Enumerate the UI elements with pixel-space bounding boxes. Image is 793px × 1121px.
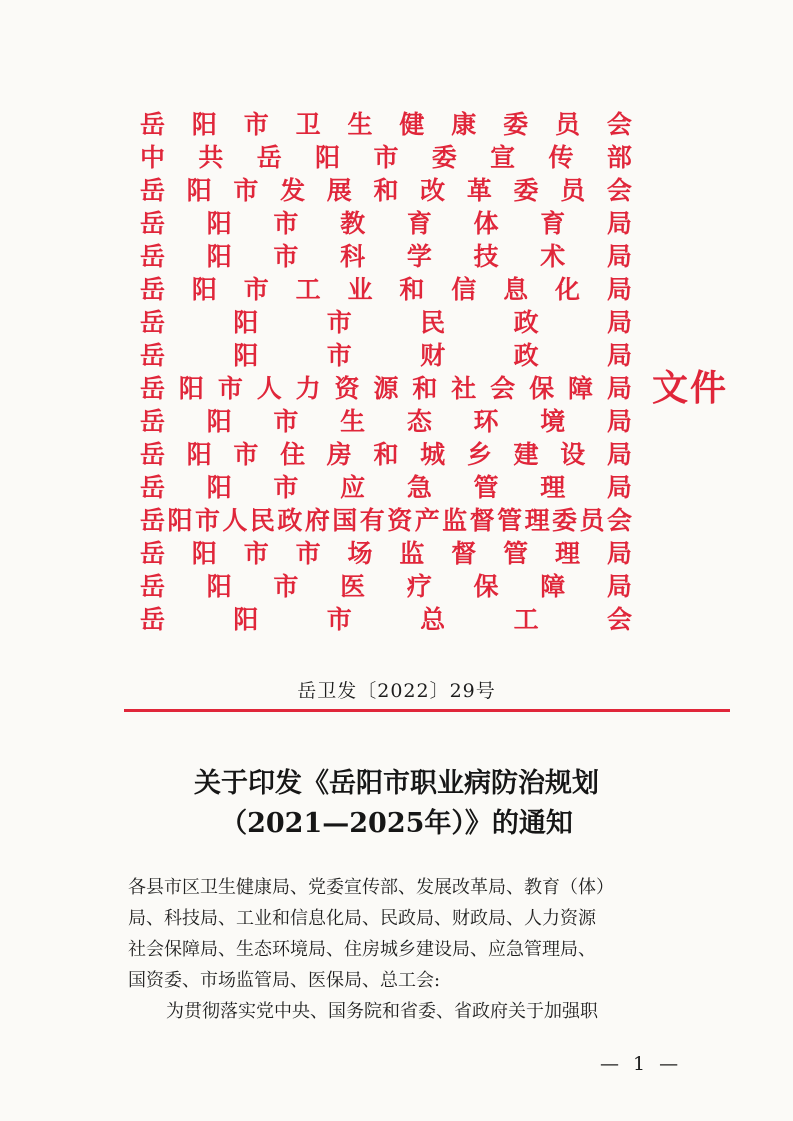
- body-line: 局、科技局、工业和信息化局、民政局、财政局、人力资源: [128, 908, 596, 929]
- red-divider-rule: [124, 709, 730, 712]
- body-line: 各县市区卫生健康局、党委宣传部、发展改革局、教育（体）: [128, 877, 614, 898]
- issuer-line: 岳 阳 市 发 展 和 改 革 委 员 会: [140, 176, 632, 205]
- issuer-line: 岳 阳 市 住 房 和 城 乡 建 设 局: [140, 440, 632, 469]
- page-number: — 1 —: [600, 1053, 683, 1075]
- title-line-2: （2021—2025年）》的通知: [220, 808, 573, 839]
- body-text: [128, 872, 708, 1027]
- document-tag: 文件: [652, 367, 729, 409]
- issuer-line: 岳 阳 市 科 学 技 术 局: [140, 242, 632, 271]
- document-number: 岳卫发〔2022〕29号: [297, 680, 496, 702]
- issuer-line: 岳 阳 市 教 育 体 育 局: [140, 209, 632, 238]
- issuer-line: 岳 阳 市 市 场 监 督 管 理 局: [140, 539, 632, 568]
- issuer-line: 岳 阳 市 财 政 局: [140, 341, 632, 370]
- body-line: 国资委、市场监管局、医保局、总工会:: [128, 970, 441, 991]
- issuer-line: 岳 阳 市 应 急 管 理 局: [140, 473, 632, 502]
- issuer-line: 岳 阳 市 工 业 和 信 息 化 局: [140, 275, 632, 304]
- body-line: 社会保障局、生态环境局、住房城乡建设局、应急管理局、: [128, 939, 596, 960]
- title-line-1: 关于印发《岳阳市职业病防治规划: [194, 768, 599, 799]
- issuer-line: 中 共 岳 阳 市 委 宣 传 部: [140, 143, 632, 172]
- issuer-line: 岳 阳 市 人 民 政 府 国 有 资 产 监 督 管 理 委 员 会: [140, 506, 632, 535]
- issuer-line: 岳 阳 市 生 态 环 境 局: [140, 407, 632, 436]
- issuer-line: 岳 阳 市 医 疗 保 障 局: [140, 572, 632, 601]
- issuer-line: 岳 阳 市 总 工 会: [140, 605, 632, 634]
- issuer-line: 岳 阳 市 卫 生 健 康 委 员 会: [140, 110, 632, 139]
- notice-title: [0, 764, 793, 844]
- issuing-agencies: [140, 108, 632, 636]
- issuer-line: 岳 阳 市 人 力 资 源 和 社 会 保 障 局: [140, 374, 632, 403]
- issuer-line: 岳 阳 市 民 政 局: [140, 308, 632, 337]
- body-line: 为贯彻落实党中央、国务院和省委、省政府关于加强职: [166, 1001, 598, 1022]
